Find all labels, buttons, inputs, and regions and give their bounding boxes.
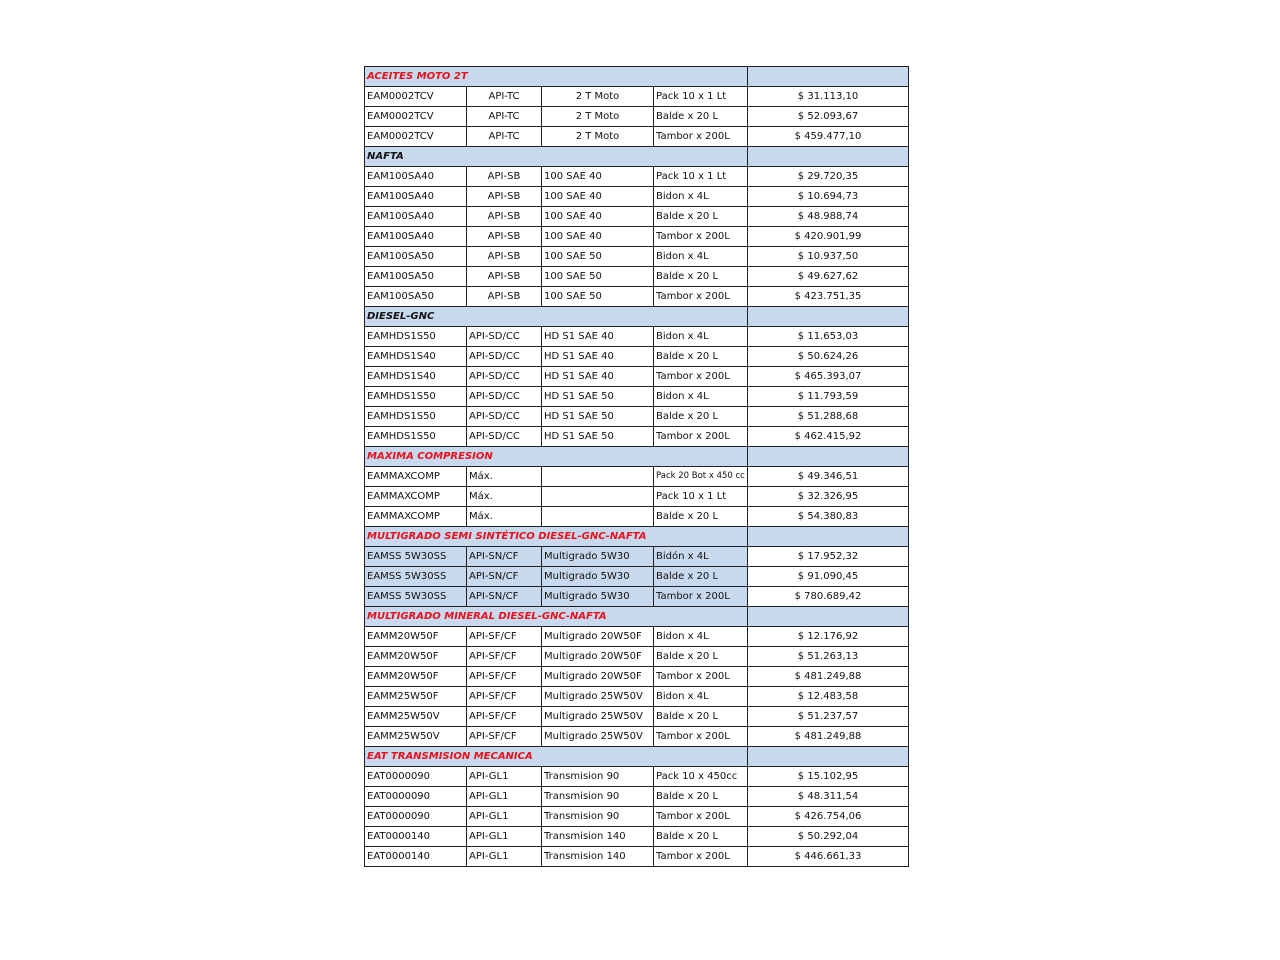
package-cell: Tambor x 200L: [654, 807, 748, 827]
section-price-spacer: [748, 67, 909, 87]
package-cell: Tambor x 200L: [654, 227, 748, 247]
table-row: [365, 467, 909, 487]
product-code-cell: EAMHDS1S40: [365, 367, 467, 387]
package-cell: Bidon x 4L: [654, 247, 748, 267]
product-code-cell: EAMMAXCOMP: [365, 507, 467, 527]
product-code-cell: EAM100SA40: [365, 207, 467, 227]
description-cell: 100 SAE 40: [542, 187, 654, 207]
description-cell: HD S1 SAE 50: [542, 387, 654, 407]
section-header-row: [365, 307, 909, 327]
api-spec-cell: API-SF/CF: [467, 647, 542, 667]
package-cell: Balde x 20 L: [654, 707, 748, 727]
table-row: [365, 87, 909, 107]
price-cell: $ 465.393,07: [748, 367, 909, 387]
package-cell: Pack 10 x 450cc: [654, 767, 748, 787]
description-cell: HD S1 SAE 50: [542, 427, 654, 447]
product-code-cell: EAMM25W50V: [365, 707, 467, 727]
price-cell: $ 11.653,03: [748, 327, 909, 347]
section-header-row: [365, 147, 909, 167]
api-spec-cell: API-SD/CC: [467, 387, 542, 407]
price-cell: $ 54.380,83: [748, 507, 909, 527]
section-price-spacer: [748, 607, 909, 627]
api-spec-cell: API-TC: [467, 107, 542, 127]
product-code-cell: EAMHDS1S50: [365, 427, 467, 447]
section-header-row: [365, 447, 909, 467]
package-cell: Tambor x 200L: [654, 727, 748, 747]
package-cell: Balde x 20 L: [654, 207, 748, 227]
api-spec-cell: API-SF/CF: [467, 627, 542, 647]
price-cell: $ 48.988,74: [748, 207, 909, 227]
description-cell: Transmision 90: [542, 767, 654, 787]
price-cell: $ 51.263,13: [748, 647, 909, 667]
table-row: [365, 847, 909, 867]
table-row: [365, 507, 909, 527]
product-code-cell: EAMHDS1S40: [365, 347, 467, 367]
description-cell: 2 T Moto: [542, 87, 654, 107]
api-spec-cell: API-SN/CF: [467, 567, 542, 587]
description-cell: Multigrado 20W50F: [542, 647, 654, 667]
description-cell: 100 SAE 40: [542, 227, 654, 247]
table-row: [365, 407, 909, 427]
api-spec-cell: API-SB: [467, 247, 542, 267]
api-spec-cell: API-SD/CC: [467, 427, 542, 447]
table-row: [365, 327, 909, 347]
price-cell: $ 49.627,62: [748, 267, 909, 287]
product-code-cell: EAMM20W50F: [365, 647, 467, 667]
table-row: [365, 567, 909, 587]
price-cell: $ 48.311,54: [748, 787, 909, 807]
product-code-cell: EAT0000140: [365, 827, 467, 847]
api-spec-cell: API-GL1: [467, 827, 542, 847]
price-cell: $ 420.901,99: [748, 227, 909, 247]
product-code-cell: EAM100SA40: [365, 227, 467, 247]
product-code-cell: EAM100SA50: [365, 267, 467, 287]
price-cell: $ 51.237,57: [748, 707, 909, 727]
description-cell: Multigrado 25W50V: [542, 727, 654, 747]
product-code-cell: EAMM25W50V: [365, 727, 467, 747]
description-cell: HD S1 SAE 50: [542, 407, 654, 427]
table-row: [365, 347, 909, 367]
section-title: NAFTA: [365, 147, 748, 167]
section-price-spacer: [748, 147, 909, 167]
price-cell: $ 12.176,92: [748, 627, 909, 647]
description-cell: 100 SAE 50: [542, 287, 654, 307]
price-cell: $ 423.751,35: [748, 287, 909, 307]
description-cell: [542, 507, 654, 527]
package-cell: Balde x 20 L: [654, 107, 748, 127]
price-table: [364, 66, 909, 867]
description-cell: Transmision 140: [542, 827, 654, 847]
description-cell: Multigrado 25W50V: [542, 687, 654, 707]
api-spec-cell: API-SB: [467, 207, 542, 227]
table-row: [365, 487, 909, 507]
price-cell: $ 52.093,67: [748, 107, 909, 127]
table-row: [365, 627, 909, 647]
section-title: MULTIGRADO SEMI SINTÉTICO DIESEL-GNC-NAFTA: [365, 527, 748, 547]
price-cell: $ 31.113,10: [748, 87, 909, 107]
price-cell: $ 50.292,04: [748, 827, 909, 847]
price-cell: $ 780.689,42: [748, 587, 909, 607]
package-cell: Balde x 20 L: [654, 567, 748, 587]
api-spec-cell: API-SD/CC: [467, 367, 542, 387]
description-cell: 100 SAE 40: [542, 167, 654, 187]
table-row: [365, 427, 909, 447]
package-cell: Tambor x 200L: [654, 847, 748, 867]
table-row: [365, 787, 909, 807]
package-cell: Tambor x 200L: [654, 127, 748, 147]
description-cell: 100 SAE 50: [542, 247, 654, 267]
package-cell: Balde x 20 L: [654, 407, 748, 427]
api-spec-cell: API-SF/CF: [467, 687, 542, 707]
table-row: [365, 767, 909, 787]
price-cell: $ 50.624,26: [748, 347, 909, 367]
table-row: [365, 187, 909, 207]
package-cell: Bidon x 4L: [654, 387, 748, 407]
package-cell: Tambor x 200L: [654, 287, 748, 307]
price-cell: $ 11.793,59: [748, 387, 909, 407]
package-cell: Balde x 20 L: [654, 507, 748, 527]
package-cell: Balde x 20 L: [654, 827, 748, 847]
section-header-row: [365, 67, 909, 87]
section-header-row: [365, 527, 909, 547]
api-spec-cell: API-GL1: [467, 767, 542, 787]
api-spec-cell: API-SD/CC: [467, 407, 542, 427]
table-row: [365, 227, 909, 247]
table-row: [365, 207, 909, 227]
table-row: [365, 127, 909, 147]
package-cell: Bidón x 4L: [654, 547, 748, 567]
section-price-spacer: [748, 527, 909, 547]
product-code-cell: EAT0000090: [365, 767, 467, 787]
table-row: [365, 107, 909, 127]
description-cell: HD S1 SAE 40: [542, 347, 654, 367]
table-row: [365, 287, 909, 307]
product-code-cell: EAMM25W50F: [365, 687, 467, 707]
table-row: [365, 387, 909, 407]
price-cell: $ 15.102,95: [748, 767, 909, 787]
api-spec-cell: API-SN/CF: [467, 587, 542, 607]
package-cell: Bidon x 4L: [654, 627, 748, 647]
product-code-cell: EAMMAXCOMP: [365, 487, 467, 507]
table-row: [365, 707, 909, 727]
api-spec-cell: API-SB: [467, 167, 542, 187]
table-row: [365, 587, 909, 607]
product-code-cell: EAMM20W50F: [365, 627, 467, 647]
description-cell: [542, 467, 654, 487]
price-cell: $ 481.249,88: [748, 727, 909, 747]
description-cell: 100 SAE 50: [542, 267, 654, 287]
api-spec-cell: API-SF/CF: [467, 707, 542, 727]
package-cell: Tambor x 200L: [654, 367, 748, 387]
table-row: [365, 647, 909, 667]
product-code-cell: EAT0000090: [365, 807, 467, 827]
product-code-cell: EAT0000090: [365, 787, 467, 807]
section-title: MAXIMA COMPRESION: [365, 447, 748, 467]
price-cell: $ 32.326,95: [748, 487, 909, 507]
price-cell: $ 91.090,45: [748, 567, 909, 587]
price-cell: $ 481.249,88: [748, 667, 909, 687]
product-code-cell: EAMSS 5W30SS: [365, 547, 467, 567]
api-spec-cell: API-SN/CF: [467, 547, 542, 567]
section-price-spacer: [748, 307, 909, 327]
package-cell: Tambor x 200L: [654, 667, 748, 687]
price-cell: $ 49.346,51: [748, 467, 909, 487]
table-row: [365, 547, 909, 567]
api-spec-cell: API-SD/CC: [467, 327, 542, 347]
api-spec-cell: API-GL1: [467, 787, 542, 807]
package-cell: Pack 10 x 1 Lt: [654, 167, 748, 187]
price-list-sheet: [364, 66, 908, 867]
package-cell: Tambor x 200L: [654, 427, 748, 447]
product-code-cell: EAMHDS1S50: [365, 387, 467, 407]
description-cell: HD S1 SAE 40: [542, 327, 654, 347]
product-code-cell: EAMHDS1S50: [365, 407, 467, 427]
package-cell: Bidon x 4L: [654, 327, 748, 347]
table-row: [365, 807, 909, 827]
description-cell: HD S1 SAE 40: [542, 367, 654, 387]
description-cell: Multigrado 5W30: [542, 587, 654, 607]
product-code-cell: EAM100SA50: [365, 247, 467, 267]
package-cell: Pack 20 Bot x 450 cc: [654, 467, 748, 487]
api-spec-cell: API-GL1: [467, 807, 542, 827]
api-spec-cell: API-TC: [467, 87, 542, 107]
package-cell: Balde x 20 L: [654, 267, 748, 287]
table-row: [365, 367, 909, 387]
section-price-spacer: [748, 747, 909, 767]
product-code-cell: EAM100SA50: [365, 287, 467, 307]
api-spec-cell: API-SB: [467, 187, 542, 207]
description-cell: Transmision 90: [542, 787, 654, 807]
description-cell: 2 T Moto: [542, 107, 654, 127]
price-cell: $ 10.937,50: [748, 247, 909, 267]
product-code-cell: EAMHDS1S50: [365, 327, 467, 347]
table-row: [365, 667, 909, 687]
package-cell: Balde x 20 L: [654, 347, 748, 367]
product-code-cell: EAM0002TCV: [365, 127, 467, 147]
api-spec-cell: API-SF/CF: [467, 727, 542, 747]
table-row: [365, 167, 909, 187]
package-cell: Balde x 20 L: [654, 647, 748, 667]
package-cell: Pack 10 x 1 Lt: [654, 487, 748, 507]
product-code-cell: EAMSS 5W30SS: [365, 587, 467, 607]
price-cell: $ 17.952,32: [748, 547, 909, 567]
section-price-spacer: [748, 447, 909, 467]
section-header-row: [365, 747, 909, 767]
api-spec-cell: Máx.: [467, 487, 542, 507]
api-spec-cell: API-SB: [467, 227, 542, 247]
description-cell: [542, 487, 654, 507]
package-cell: Balde x 20 L: [654, 787, 748, 807]
api-spec-cell: API-SF/CF: [467, 667, 542, 687]
table-row: [365, 247, 909, 267]
product-code-cell: EAMM20W50F: [365, 667, 467, 687]
price-cell: $ 51.288,68: [748, 407, 909, 427]
price-cell: $ 462.415,92: [748, 427, 909, 447]
description-cell: Multigrado 5W30: [542, 567, 654, 587]
description-cell: Multigrado 20W50F: [542, 667, 654, 687]
package-cell: Bidon x 4L: [654, 187, 748, 207]
api-spec-cell: API-GL1: [467, 847, 542, 867]
section-title: ACEITES MOTO 2T: [365, 67, 748, 87]
package-cell: Pack 10 x 1 Lt: [654, 87, 748, 107]
price-cell: $ 10.694,73: [748, 187, 909, 207]
package-cell: Bidon x 4L: [654, 687, 748, 707]
price-cell: $ 459.477,10: [748, 127, 909, 147]
product-code-cell: EAM100SA40: [365, 187, 467, 207]
product-code-cell: EAMMAXCOMP: [365, 467, 467, 487]
api-spec-cell: Máx.: [467, 507, 542, 527]
table-row: [365, 687, 909, 707]
table-row: [365, 827, 909, 847]
description-cell: Transmision 90: [542, 807, 654, 827]
section-header-row: [365, 607, 909, 627]
api-spec-cell: API-SB: [467, 287, 542, 307]
table-row: [365, 267, 909, 287]
product-code-cell: EAM0002TCV: [365, 107, 467, 127]
package-cell: Tambor x 200L: [654, 587, 748, 607]
price-cell: $ 426.754,06: [748, 807, 909, 827]
price-cell: $ 29.720,35: [748, 167, 909, 187]
api-spec-cell: API-SD/CC: [467, 347, 542, 367]
price-table-body: [365, 67, 909, 867]
product-code-cell: EAT0000140: [365, 847, 467, 867]
section-title: MULTIGRADO MINERAL DIESEL-GNC-NAFTA: [365, 607, 748, 627]
description-cell: Transmision 140: [542, 847, 654, 867]
product-code-cell: EAM0002TCV: [365, 87, 467, 107]
api-spec-cell: Máx.: [467, 467, 542, 487]
api-spec-cell: API-TC: [467, 127, 542, 147]
description-cell: Multigrado 25W50V: [542, 707, 654, 727]
product-code-cell: EAM100SA40: [365, 167, 467, 187]
description-cell: Multigrado 20W50F: [542, 627, 654, 647]
price-cell: $ 446.661,33: [748, 847, 909, 867]
description-cell: 2 T Moto: [542, 127, 654, 147]
section-title: EAT TRANSMISION MECANICA: [365, 747, 748, 767]
description-cell: 100 SAE 40: [542, 207, 654, 227]
table-row: [365, 727, 909, 747]
price-cell: $ 12.483,58: [748, 687, 909, 707]
description-cell: Multigrado 5W30: [542, 547, 654, 567]
section-title: DIESEL-GNC: [365, 307, 748, 327]
product-code-cell: EAMSS 5W30SS: [365, 567, 467, 587]
api-spec-cell: API-SB: [467, 267, 542, 287]
